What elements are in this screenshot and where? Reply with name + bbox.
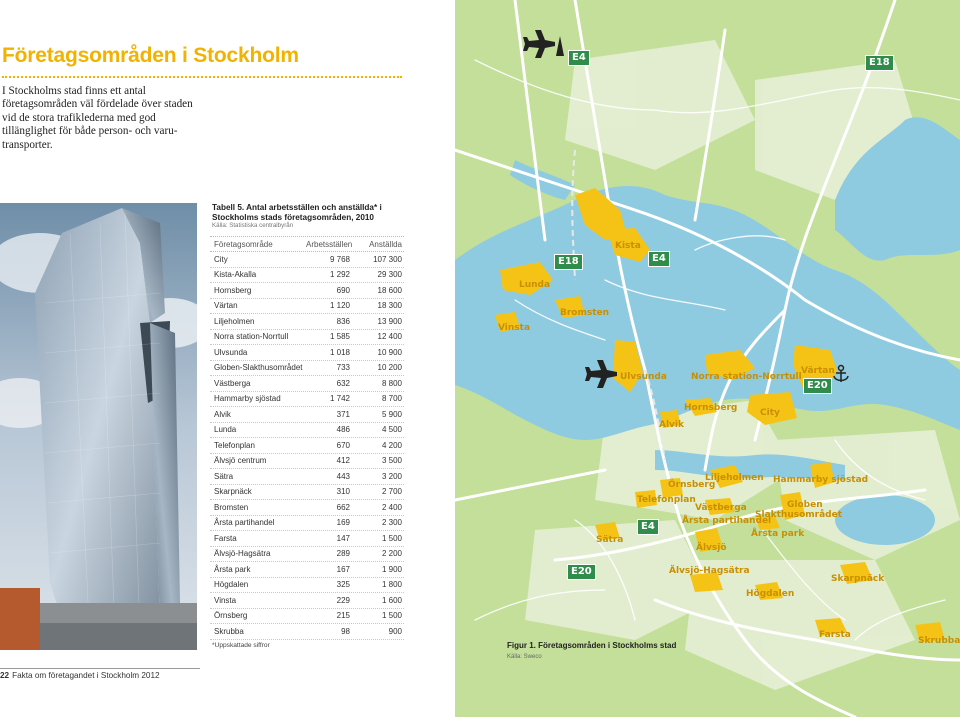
table-body: [210, 252, 404, 640]
road-sign-e18: E18: [554, 254, 583, 270]
table-row: [210, 376, 404, 392]
header-employees: Anställda: [369, 239, 402, 249]
header-area: Företagsområde: [214, 239, 273, 249]
cell-employees: 1 600: [381, 595, 402, 605]
road-sign-e20-east: E20: [803, 378, 832, 394]
table-row: [210, 361, 404, 377]
cell-employees: 18 600: [377, 285, 402, 295]
label-alvsjo: Älvsjö: [696, 543, 727, 553]
cell-workplaces: 836: [336, 316, 350, 326]
cell-employees: 2 200: [381, 549, 402, 559]
label-skarpnack: Skarpnäck: [831, 574, 885, 584]
cell-workplaces: 167: [336, 564, 350, 574]
table-row: [210, 593, 404, 609]
cell-area: Högdalen: [214, 580, 249, 590]
cell-employees: 2 300: [381, 518, 402, 528]
cell-workplaces: 325: [336, 580, 350, 590]
label-hammarby-sjostad: Hammarby sjöstad: [773, 475, 869, 485]
cell-area: Hammarby sjöstad: [214, 394, 281, 404]
cell-area: Ulvsunda: [214, 347, 248, 357]
table-row: [210, 330, 404, 346]
cell-workplaces: 1 742: [329, 394, 350, 404]
title-divider: [2, 76, 402, 78]
table-source: Källa: Statistiska centralbyrån: [212, 222, 294, 229]
label-vastberga: Västberga: [695, 503, 747, 513]
cell-workplaces: 169: [336, 518, 350, 528]
cell-employees: 10 200: [377, 363, 402, 373]
cell-workplaces: 443: [336, 471, 350, 481]
cell-employees: 3 200: [381, 471, 402, 481]
label-liljeholmen: Liljeholmen: [705, 473, 764, 483]
table-row: [210, 531, 404, 547]
cell-area: Alvik: [214, 409, 231, 419]
cell-area: Kista-Akalla: [214, 270, 257, 280]
table-row: [210, 562, 404, 578]
label-ornsberg: Örnsberg: [668, 480, 716, 490]
cell-employees: 1 500: [381, 611, 402, 621]
cell-employees: 107 300: [373, 254, 402, 264]
table-row: [210, 268, 404, 284]
road-sign-e18-north: E18: [865, 55, 894, 71]
road-sign-e20-south: E20: [567, 564, 596, 580]
cell-area: Telefonplan: [214, 440, 255, 450]
page-footer: [0, 671, 160, 680]
label-norra-station-norrtull: Norra station-Norrtull: [691, 372, 802, 382]
building-photo: [0, 203, 197, 650]
cell-employees: 3 500: [381, 456, 402, 466]
road-sign-e4: E4: [648, 251, 670, 267]
cell-area: Värtan: [214, 301, 238, 311]
table-row: [210, 252, 404, 268]
cell-workplaces: 98: [341, 626, 350, 636]
cell-area: Bromsten: [214, 502, 249, 512]
label-city: City: [760, 408, 780, 418]
cell-workplaces: 662: [336, 502, 350, 512]
table-note: *Uppskattade siffror: [212, 642, 270, 649]
table-header: [210, 236, 404, 252]
cell-area: Farsta: [214, 533, 237, 543]
cell-workplaces: 310: [336, 487, 350, 497]
cell-employees: 5 900: [381, 409, 402, 419]
cell-workplaces: 1 292: [329, 270, 350, 280]
cell-area: Örnsberg: [214, 611, 248, 621]
label-vinsta: Vinsta: [498, 323, 531, 333]
cell-area: Vinsta: [214, 595, 237, 605]
footer-rule: [0, 668, 200, 669]
cell-area: Norra station-Norrtull: [214, 332, 289, 342]
cell-workplaces: 371: [336, 409, 350, 419]
cell-workplaces: 289: [336, 549, 350, 559]
header-workplaces: Arbetsställen: [306, 239, 353, 249]
table-row: [210, 469, 404, 485]
label-slakthusomradet: Slakthusområdet: [755, 510, 843, 520]
table-row: [210, 299, 404, 315]
table-row: [210, 407, 404, 423]
cell-area: Skarpnäck: [214, 487, 252, 497]
table-row: [210, 485, 404, 501]
cell-workplaces: 147: [336, 533, 350, 543]
cell-area: Årsta partihandel: [214, 518, 275, 528]
cell-area: Älvsjö-Hagsätra: [214, 549, 271, 559]
cell-area: Skrubba: [214, 626, 244, 636]
map-caption: Figur 1. Företagsområden i Stockholms stad: [507, 641, 677, 650]
cell-employees: 1 800: [381, 580, 402, 590]
cell-area: Årsta park: [214, 564, 251, 574]
cell-workplaces: 215: [336, 611, 350, 621]
road-sign-e4-south: E4: [637, 519, 659, 535]
cell-workplaces: 1 585: [329, 332, 350, 342]
label-kista: Kista: [615, 241, 641, 251]
table-row: [210, 500, 404, 516]
table-row: [210, 578, 404, 594]
page-number: 22: [0, 671, 10, 680]
table-title: Tabell 5. Antal arbetsställen och anställda* i Stockholms stads företagsområden, 2010: [212, 203, 382, 222]
cell-workplaces: 1 120: [329, 301, 350, 311]
cell-employees: 8 800: [381, 378, 402, 388]
cell-employees: 900: [388, 626, 402, 636]
cell-area: Lunda: [214, 425, 237, 435]
cell-workplaces: 632: [336, 378, 350, 388]
cell-workplaces: 670: [336, 440, 350, 450]
table-row: [210, 314, 404, 330]
road-sign-e4-north: E4: [568, 50, 590, 66]
table-row: [210, 547, 404, 563]
cell-workplaces: 229: [336, 595, 350, 605]
label-telefonplan: Telefonplan: [637, 495, 696, 505]
intro-paragraph: I Stockholms stad finns ett antal företagsområden väl fördelade över staden vid de stora trafiklederna med god tillänglighet för både person- och varu-transporter.: [2, 85, 193, 151]
label-alvsjo-hagsatra: Älvsjö-Hagsätra: [669, 566, 750, 576]
table-row: [210, 423, 404, 439]
cell-area: City: [214, 254, 228, 264]
label-skrubba: Skrubba: [918, 636, 960, 646]
cell-workplaces: 733: [336, 363, 350, 373]
cell-employees: 1 900: [381, 564, 402, 574]
table-row: [210, 609, 404, 625]
table-row: [210, 438, 404, 454]
cell-workplaces: 486: [336, 425, 350, 435]
cell-workplaces: 412: [336, 456, 350, 466]
table-row: [210, 345, 404, 361]
stockholm-map: [455, 0, 960, 717]
label-farsta: Farsta: [819, 630, 851, 640]
label-arsta-partihandel: Årsta partihandel: [682, 516, 772, 526]
cell-employees: 13 900: [377, 316, 402, 326]
footer-text: Fakta om företagandet i Stockholm 2012: [12, 671, 160, 680]
label-arsta-park: Årsta park: [751, 529, 805, 539]
cell-area: Sätra: [214, 471, 234, 481]
cell-employees: 8 700: [381, 394, 402, 404]
map-source: Källa: Sweco: [507, 654, 542, 660]
cell-employees: 4 500: [381, 425, 402, 435]
cell-area: Hornsberg: [214, 285, 252, 295]
label-hornsberg: Hornsberg: [684, 403, 738, 413]
cell-workplaces: 1 018: [329, 347, 350, 357]
cell-employees: 10 900: [377, 347, 402, 357]
label-hogdalen: Högdalen: [746, 589, 795, 599]
label-globen: Globen: [787, 500, 823, 510]
cell-employees: 29 300: [377, 270, 402, 280]
cell-area: Västberga: [214, 378, 251, 388]
cell-employees: 18 300: [377, 301, 402, 311]
label-vartan: Värtan: [801, 366, 835, 376]
table-row: [210, 392, 404, 408]
table-row: [210, 516, 404, 532]
table-row: [210, 283, 404, 299]
cell-area: Älvsjö centrum: [214, 456, 267, 466]
cell-employees: 4 200: [381, 440, 402, 450]
cell-workplaces: 690: [336, 285, 350, 295]
label-bromsten: Bromsten: [560, 308, 610, 318]
table-row: [210, 454, 404, 470]
cell-employees: 1 500: [381, 533, 402, 543]
page-title: Företagsområden i Stockholm: [2, 44, 299, 67]
cell-employees: 2 700: [381, 487, 402, 497]
cell-employees: 2 400: [381, 502, 402, 512]
cell-area: Liljeholmen: [214, 316, 255, 326]
label-alvik: Alvik: [659, 420, 684, 430]
cell-area: Globen-Slakthusområdet: [214, 363, 303, 373]
label-satra: Sätra: [596, 535, 624, 545]
cell-employees: 12 400: [377, 332, 402, 342]
label-ulvsunda: Ulvsunda: [620, 372, 667, 382]
label-lunda: Lunda: [519, 280, 551, 290]
cell-workplaces: 9 768: [329, 254, 350, 264]
table-row: [210, 624, 404, 640]
employment-table: [210, 236, 404, 640]
